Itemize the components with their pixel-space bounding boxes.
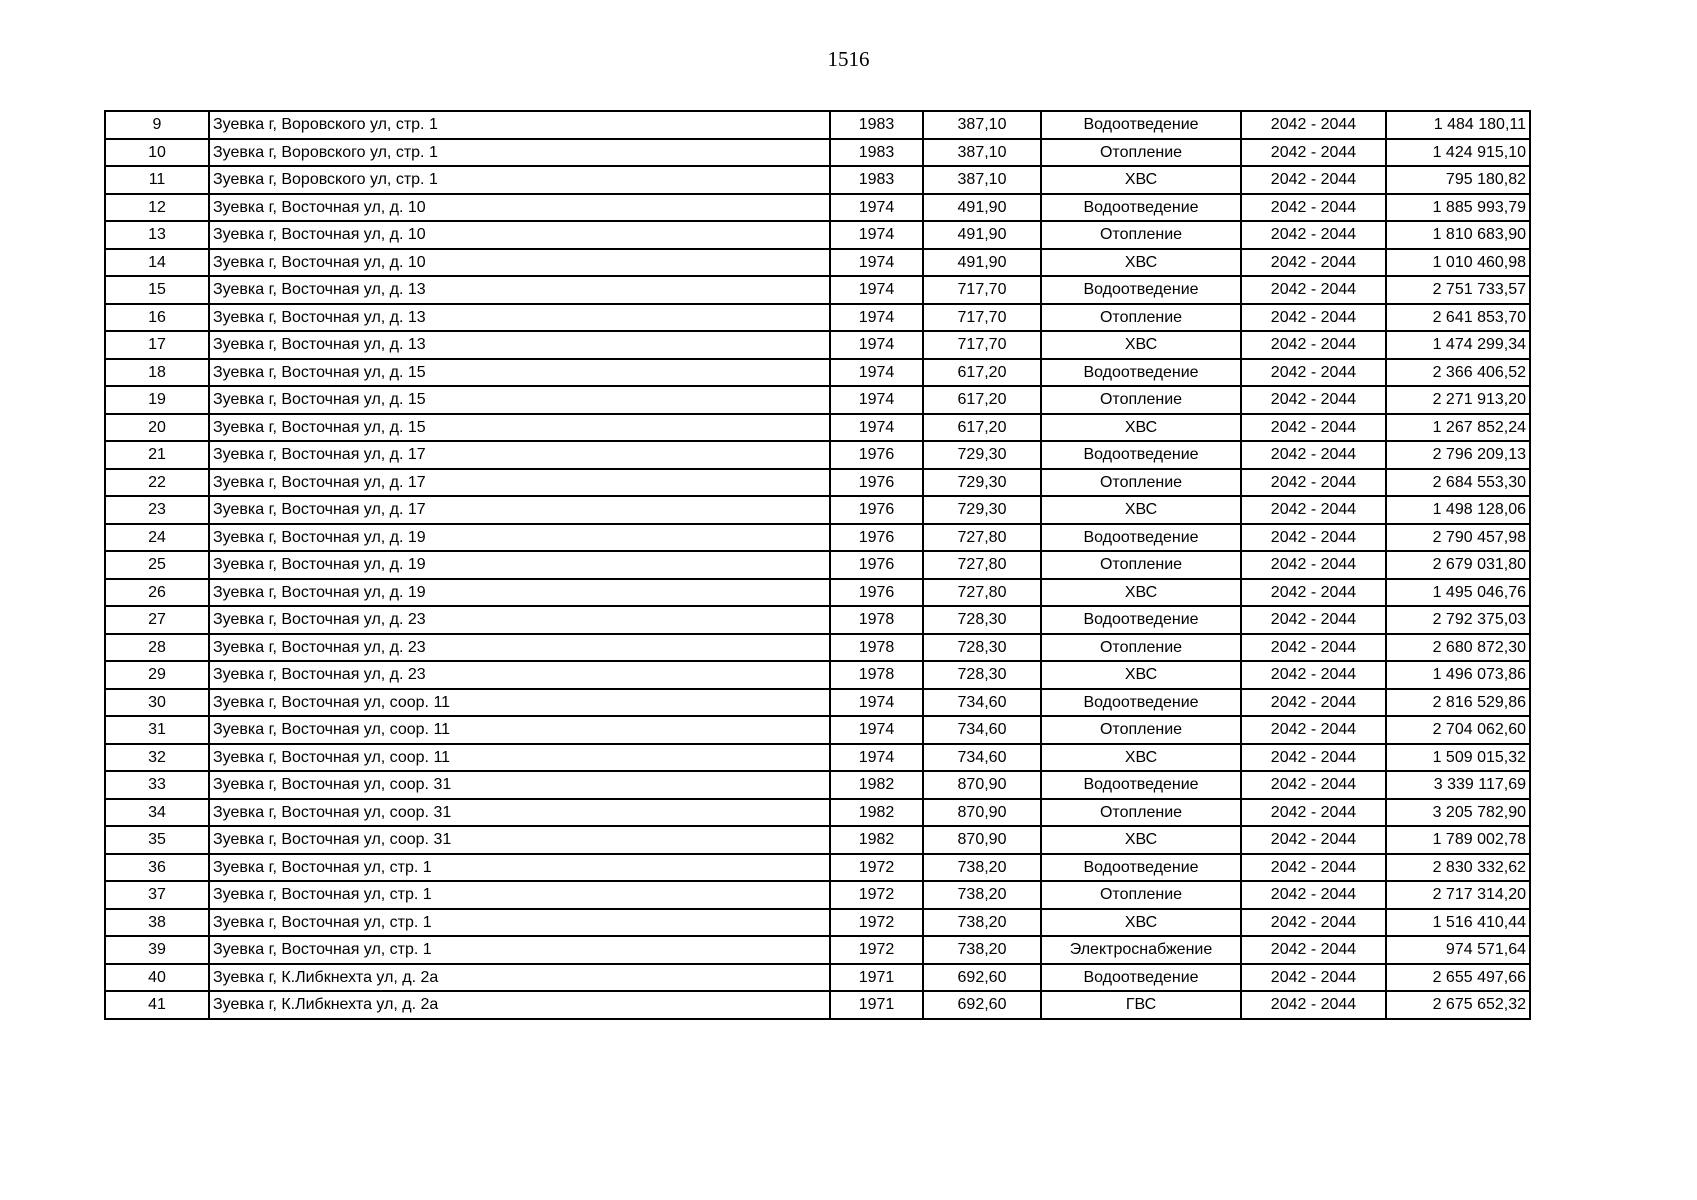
area-cell: 727,80 (923, 579, 1041, 607)
table-row (105, 826, 1530, 854)
table-row (105, 799, 1530, 827)
repair-period-cell: 2042 - 2044 (1241, 689, 1386, 717)
cost-cell: 1 474 299,34 (1386, 331, 1530, 359)
row-number-cell: 19 (105, 386, 209, 414)
service-type-cell: Отопление (1041, 469, 1241, 497)
year-built-cell: 1972 (830, 909, 923, 937)
year-built-cell: 1971 (830, 964, 923, 992)
address-cell: Зуевка г, Восточная ул, д. 15 (209, 359, 830, 387)
row-number-cell: 18 (105, 359, 209, 387)
service-type-cell: Отопление (1041, 634, 1241, 662)
cost-cell: 2 704 062,60 (1386, 716, 1530, 744)
area-cell: 491,90 (923, 194, 1041, 222)
repair-period-cell: 2042 - 2044 (1241, 854, 1386, 882)
address-cell: Зуевка г, Восточная ул, д. 19 (209, 551, 830, 579)
address-cell: Зуевка г, Восточная ул, соор. 11 (209, 744, 830, 772)
area-cell: 491,90 (923, 221, 1041, 249)
address-cell: Зуевка г, Восточная ул, д. 15 (209, 386, 830, 414)
service-type-cell: ХВС (1041, 414, 1241, 442)
table-row (105, 441, 1530, 469)
address-cell: Зуевка г, Восточная ул, д. 10 (209, 249, 830, 277)
address-cell: Зуевка г, Восточная ул, д. 13 (209, 304, 830, 332)
area-cell: 617,20 (923, 386, 1041, 414)
year-built-cell: 1982 (830, 826, 923, 854)
table-row (105, 964, 1530, 992)
area-cell: 738,20 (923, 936, 1041, 964)
repair-period-cell: 2042 - 2044 (1241, 359, 1386, 387)
cost-cell: 2 679 031,80 (1386, 551, 1530, 579)
service-type-cell: ХВС (1041, 744, 1241, 772)
service-type-cell: Водоотведение (1041, 606, 1241, 634)
table-row (105, 744, 1530, 772)
row-number-cell: 34 (105, 799, 209, 827)
area-cell: 870,90 (923, 826, 1041, 854)
year-built-cell: 1983 (830, 139, 923, 167)
service-type-cell: ХВС (1041, 166, 1241, 194)
year-built-cell: 1974 (830, 304, 923, 332)
row-number-cell: 38 (105, 909, 209, 937)
table-row (105, 881, 1530, 909)
table-row (105, 771, 1530, 799)
repair-period-cell: 2042 - 2044 (1241, 799, 1386, 827)
table-row (105, 689, 1530, 717)
row-number-cell: 30 (105, 689, 209, 717)
address-cell: Зуевка г, Воровского ул, стр. 1 (209, 139, 830, 167)
address-cell: Зуевка г, Восточная ул, д. 10 (209, 221, 830, 249)
repair-period-cell: 2042 - 2044 (1241, 661, 1386, 689)
repair-period-cell: 2042 - 2044 (1241, 386, 1386, 414)
year-built-cell: 1976 (830, 441, 923, 469)
table-row (105, 854, 1530, 882)
row-number-cell: 17 (105, 331, 209, 359)
area-cell: 717,70 (923, 331, 1041, 359)
cost-cell: 2 684 553,30 (1386, 469, 1530, 497)
row-number-cell: 14 (105, 249, 209, 277)
cost-cell: 2 830 332,62 (1386, 854, 1530, 882)
year-built-cell: 1974 (830, 689, 923, 717)
year-built-cell: 1978 (830, 634, 923, 662)
address-cell: Зуевка г, К.Либкнехта ул, д. 2а (209, 964, 830, 992)
address-cell: Зуевка г, Восточная ул, соор. 11 (209, 716, 830, 744)
repair-period-cell: 2042 - 2044 (1241, 111, 1386, 139)
address-cell: Зуевка г, Восточная ул, д. 13 (209, 276, 830, 304)
service-type-cell: ГВС (1041, 991, 1241, 1019)
service-type-cell: ХВС (1041, 249, 1241, 277)
table-row (105, 991, 1530, 1019)
row-number-cell: 40 (105, 964, 209, 992)
area-cell: 728,30 (923, 606, 1041, 634)
cost-cell: 1 498 128,06 (1386, 496, 1530, 524)
repair-period-cell: 2042 - 2044 (1241, 304, 1386, 332)
service-type-cell: ХВС (1041, 331, 1241, 359)
service-type-cell: ХВС (1041, 826, 1241, 854)
cost-cell: 2 366 406,52 (1386, 359, 1530, 387)
table-row (105, 276, 1530, 304)
row-number-cell: 22 (105, 469, 209, 497)
repair-period-cell: 2042 - 2044 (1241, 414, 1386, 442)
row-number-cell: 26 (105, 579, 209, 607)
row-number-cell: 12 (105, 194, 209, 222)
area-cell: 717,70 (923, 276, 1041, 304)
row-number-cell: 21 (105, 441, 209, 469)
table-row (105, 194, 1530, 222)
cost-cell: 1 484 180,11 (1386, 111, 1530, 139)
year-built-cell: 1974 (830, 249, 923, 277)
cost-cell: 2 641 853,70 (1386, 304, 1530, 332)
service-type-cell: Отопление (1041, 386, 1241, 414)
row-number-cell: 28 (105, 634, 209, 662)
year-built-cell: 1976 (830, 524, 923, 552)
repair-period-cell: 2042 - 2044 (1241, 991, 1386, 1019)
repair-period-cell: 2042 - 2044 (1241, 469, 1386, 497)
cost-cell: 2 796 209,13 (1386, 441, 1530, 469)
repair-period-cell: 2042 - 2044 (1241, 579, 1386, 607)
cost-cell: 2 680 872,30 (1386, 634, 1530, 662)
cost-cell: 1 789 002,78 (1386, 826, 1530, 854)
repair-period-cell: 2042 - 2044 (1241, 249, 1386, 277)
cost-cell: 2 816 529,86 (1386, 689, 1530, 717)
service-type-cell: Отопление (1041, 221, 1241, 249)
row-number-cell: 35 (105, 826, 209, 854)
area-cell: 729,30 (923, 496, 1041, 524)
address-cell: Зуевка г, Восточная ул, д. 17 (209, 496, 830, 524)
table-row (105, 166, 1530, 194)
address-cell: Зуевка г, Восточная ул, стр. 1 (209, 854, 830, 882)
service-type-cell: Отопление (1041, 799, 1241, 827)
area-cell: 491,90 (923, 249, 1041, 277)
cost-cell: 2 792 375,03 (1386, 606, 1530, 634)
table-row (105, 139, 1530, 167)
service-type-cell: Водоотведение (1041, 524, 1241, 552)
table-row (105, 496, 1530, 524)
year-built-cell: 1983 (830, 111, 923, 139)
table-row (105, 579, 1530, 607)
repair-period-cell: 2042 - 2044 (1241, 606, 1386, 634)
year-built-cell: 1972 (830, 936, 923, 964)
year-built-cell: 1974 (830, 331, 923, 359)
year-built-cell: 1974 (830, 194, 923, 222)
service-type-cell: Водоотведение (1041, 964, 1241, 992)
area-cell: 729,30 (923, 441, 1041, 469)
row-number-cell: 37 (105, 881, 209, 909)
area-cell: 728,30 (923, 634, 1041, 662)
repair-period-cell: 2042 - 2044 (1241, 771, 1386, 799)
repair-period-cell: 2042 - 2044 (1241, 276, 1386, 304)
area-cell: 617,20 (923, 359, 1041, 387)
service-type-cell: Водоотведение (1041, 854, 1241, 882)
address-cell: Зуевка г, Восточная ул, д. 15 (209, 414, 830, 442)
repair-period-cell: 2042 - 2044 (1241, 964, 1386, 992)
table-row (105, 936, 1530, 964)
year-built-cell: 1976 (830, 496, 923, 524)
area-cell: 738,20 (923, 854, 1041, 882)
address-cell: Зуевка г, Восточная ул, д. 23 (209, 661, 830, 689)
service-type-cell: Отопление (1041, 551, 1241, 579)
repair-period-cell: 2042 - 2044 (1241, 221, 1386, 249)
row-number-cell: 11 (105, 166, 209, 194)
repair-period-cell: 2042 - 2044 (1241, 524, 1386, 552)
table-row (105, 661, 1530, 689)
repair-period-cell: 2042 - 2044 (1241, 909, 1386, 937)
row-number-cell: 41 (105, 991, 209, 1019)
address-cell: Зуевка г, Восточная ул, соор. 31 (209, 826, 830, 854)
cost-cell: 974 571,64 (1386, 936, 1530, 964)
table-row (105, 606, 1530, 634)
year-built-cell: 1978 (830, 661, 923, 689)
service-type-cell: ХВС (1041, 661, 1241, 689)
row-number-cell: 27 (105, 606, 209, 634)
area-cell: 387,10 (923, 166, 1041, 194)
service-type-cell: Отопление (1041, 304, 1241, 332)
cost-cell: 3 205 782,90 (1386, 799, 1530, 827)
address-cell: Зуевка г, Восточная ул, д. 19 (209, 524, 830, 552)
year-built-cell: 1982 (830, 799, 923, 827)
address-cell: Зуевка г, Восточная ул, д. 19 (209, 579, 830, 607)
area-cell: 717,70 (923, 304, 1041, 332)
address-cell: Зуевка г, Восточная ул, стр. 1 (209, 936, 830, 964)
cost-cell: 1 810 683,90 (1386, 221, 1530, 249)
repair-period-cell: 2042 - 2044 (1241, 139, 1386, 167)
table-row (105, 304, 1530, 332)
cost-cell: 1 509 015,32 (1386, 744, 1530, 772)
address-cell: Зуевка г, К.Либкнехта ул, д. 2а (209, 991, 830, 1019)
table-body (105, 111, 1530, 1019)
cost-cell: 1 495 046,76 (1386, 579, 1530, 607)
row-number-cell: 10 (105, 139, 209, 167)
address-cell: Зуевка г, Восточная ул, д. 13 (209, 331, 830, 359)
table-row (105, 551, 1530, 579)
year-built-cell: 1982 (830, 771, 923, 799)
table-row (105, 414, 1530, 442)
area-cell: 734,60 (923, 689, 1041, 717)
area-cell: 870,90 (923, 799, 1041, 827)
year-built-cell: 1974 (830, 221, 923, 249)
address-cell: Зуевка г, Восточная ул, д. 17 (209, 469, 830, 497)
year-built-cell: 1971 (830, 991, 923, 1019)
year-built-cell: 1976 (830, 469, 923, 497)
service-type-cell: Водоотведение (1041, 359, 1241, 387)
row-number-cell: 36 (105, 854, 209, 882)
cost-cell: 2 271 913,20 (1386, 386, 1530, 414)
area-cell: 870,90 (923, 771, 1041, 799)
area-cell: 387,10 (923, 139, 1041, 167)
repair-period-cell: 2042 - 2044 (1241, 496, 1386, 524)
repair-period-cell: 2042 - 2044 (1241, 936, 1386, 964)
service-type-cell: Отопление (1041, 716, 1241, 744)
area-cell: 734,60 (923, 716, 1041, 744)
table-row (105, 716, 1530, 744)
area-cell: 728,30 (923, 661, 1041, 689)
address-cell: Зуевка г, Восточная ул, д. 23 (209, 634, 830, 662)
service-type-cell: Водоотведение (1041, 111, 1241, 139)
area-cell: 692,60 (923, 964, 1041, 992)
row-number-cell: 29 (105, 661, 209, 689)
address-cell: Зуевка г, Восточная ул, д. 10 (209, 194, 830, 222)
year-built-cell: 1976 (830, 551, 923, 579)
table-row (105, 524, 1530, 552)
table-row (105, 634, 1530, 662)
row-number-cell: 20 (105, 414, 209, 442)
repair-period-cell: 2042 - 2044 (1241, 716, 1386, 744)
area-cell: 727,80 (923, 551, 1041, 579)
repair-period-cell: 2042 - 2044 (1241, 634, 1386, 662)
service-type-cell: ХВС (1041, 909, 1241, 937)
row-number-cell: 16 (105, 304, 209, 332)
table-row (105, 469, 1530, 497)
year-built-cell: 1972 (830, 881, 923, 909)
service-type-cell: Водоотведение (1041, 771, 1241, 799)
year-built-cell: 1974 (830, 359, 923, 387)
row-number-cell: 15 (105, 276, 209, 304)
cost-cell: 2 751 733,57 (1386, 276, 1530, 304)
service-type-cell: ХВС (1041, 579, 1241, 607)
cost-cell: 3 339 117,69 (1386, 771, 1530, 799)
table-row (105, 111, 1530, 139)
service-type-cell: Водоотведение (1041, 276, 1241, 304)
row-number-cell: 9 (105, 111, 209, 139)
year-built-cell: 1976 (830, 579, 923, 607)
row-number-cell: 33 (105, 771, 209, 799)
area-cell: 734,60 (923, 744, 1041, 772)
area-cell: 692,60 (923, 991, 1041, 1019)
service-type-cell: Водоотведение (1041, 441, 1241, 469)
repair-period-cell: 2042 - 2044 (1241, 826, 1386, 854)
repair-schedule-table (104, 110, 1531, 1020)
repair-period-cell: 2042 - 2044 (1241, 551, 1386, 579)
repair-period-cell: 2042 - 2044 (1241, 166, 1386, 194)
cost-cell: 1 010 460,98 (1386, 249, 1530, 277)
address-cell: Зуевка г, Воровского ул, стр. 1 (209, 166, 830, 194)
cost-cell: 2 675 652,32 (1386, 991, 1530, 1019)
service-type-cell: Электроснабжение (1041, 936, 1241, 964)
year-built-cell: 1974 (830, 414, 923, 442)
address-cell: Зуевка г, Воровского ул, стр. 1 (209, 111, 830, 139)
area-cell: 617,20 (923, 414, 1041, 442)
address-cell: Зуевка г, Восточная ул, д. 23 (209, 606, 830, 634)
table-row (105, 386, 1530, 414)
cost-cell: 1 424 915,10 (1386, 139, 1530, 167)
area-cell: 738,20 (923, 881, 1041, 909)
cost-cell: 2 717 314,20 (1386, 881, 1530, 909)
repair-period-cell: 2042 - 2044 (1241, 881, 1386, 909)
cost-cell: 2 790 457,98 (1386, 524, 1530, 552)
address-cell: Зуевка г, Восточная ул, соор. 11 (209, 689, 830, 717)
area-cell: 727,80 (923, 524, 1041, 552)
repair-period-cell: 2042 - 2044 (1241, 194, 1386, 222)
year-built-cell: 1974 (830, 744, 923, 772)
address-cell: Зуевка г, Восточная ул, соор. 31 (209, 771, 830, 799)
row-number-cell: 39 (105, 936, 209, 964)
row-number-cell: 24 (105, 524, 209, 552)
row-number-cell: 31 (105, 716, 209, 744)
year-built-cell: 1978 (830, 606, 923, 634)
repair-period-cell: 2042 - 2044 (1241, 744, 1386, 772)
year-built-cell: 1974 (830, 386, 923, 414)
service-type-cell: Водоотведение (1041, 194, 1241, 222)
address-cell: Зуевка г, Восточная ул, д. 17 (209, 441, 830, 469)
address-cell: Зуевка г, Восточная ул, стр. 1 (209, 881, 830, 909)
address-cell: Зуевка г, Восточная ул, соор. 31 (209, 799, 830, 827)
table-row (105, 359, 1530, 387)
area-cell: 738,20 (923, 909, 1041, 937)
service-type-cell: Водоотведение (1041, 689, 1241, 717)
table-row (105, 249, 1530, 277)
cost-cell: 795 180,82 (1386, 166, 1530, 194)
cost-cell: 2 655 497,66 (1386, 964, 1530, 992)
cost-cell: 1 516 410,44 (1386, 909, 1530, 937)
year-built-cell: 1972 (830, 854, 923, 882)
area-cell: 729,30 (923, 469, 1041, 497)
row-number-cell: 25 (105, 551, 209, 579)
row-number-cell: 23 (105, 496, 209, 524)
cost-cell: 1 885 993,79 (1386, 194, 1530, 222)
service-type-cell: Отопление (1041, 139, 1241, 167)
service-type-cell: Отопление (1041, 881, 1241, 909)
row-number-cell: 13 (105, 221, 209, 249)
cost-cell: 1 267 852,24 (1386, 414, 1530, 442)
address-cell: Зуевка г, Восточная ул, стр. 1 (209, 909, 830, 937)
repair-period-cell: 2042 - 2044 (1241, 331, 1386, 359)
table-row (105, 909, 1530, 937)
table-row (105, 331, 1530, 359)
year-built-cell: 1974 (830, 276, 923, 304)
cost-cell: 1 496 073,86 (1386, 661, 1530, 689)
page-number: 1516 (827, 47, 870, 71)
row-number-cell: 32 (105, 744, 209, 772)
year-built-cell: 1983 (830, 166, 923, 194)
repair-period-cell: 2042 - 2044 (1241, 441, 1386, 469)
area-cell: 387,10 (923, 111, 1041, 139)
service-type-cell: ХВС (1041, 496, 1241, 524)
table-row (105, 221, 1530, 249)
year-built-cell: 1974 (830, 716, 923, 744)
